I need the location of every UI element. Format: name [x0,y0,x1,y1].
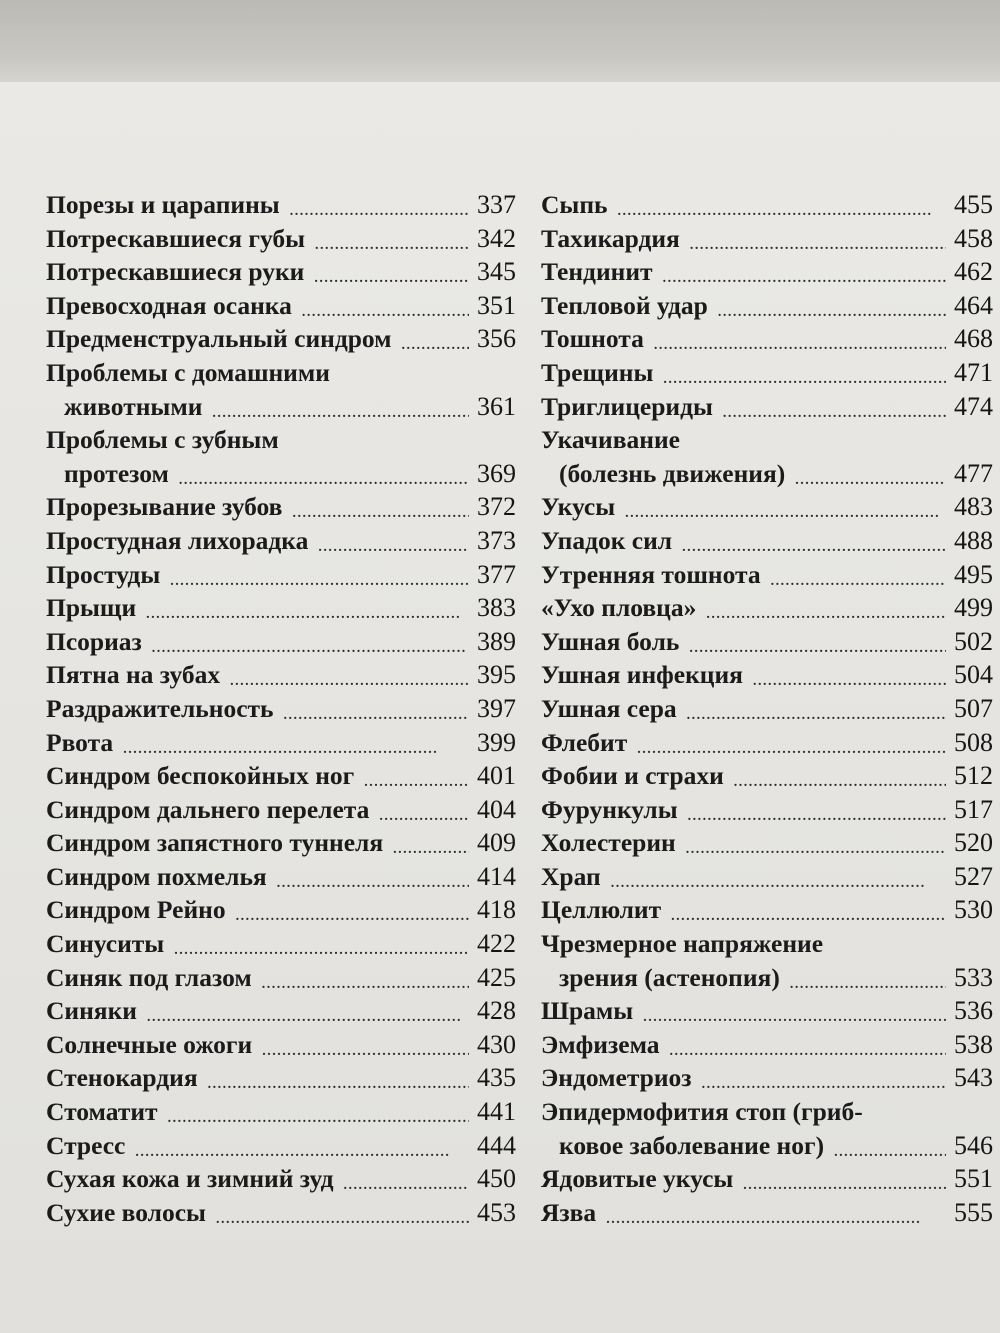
dot-leader [706,593,946,619]
dot-leader [718,291,946,317]
toc-entry-line [541,1196,993,1230]
dot-leader [344,1164,469,1190]
toc-entry-line [46,1061,516,1095]
toc-entry [46,658,516,692]
dot-leader [688,795,946,821]
toc-entry [46,826,516,860]
toc-page-number: 342 [477,223,516,253]
toc-page-number: 555 [954,1197,993,1227]
toc-entry-line [46,356,516,390]
toc-entry [46,289,516,323]
toc-page-number: 397 [477,693,516,723]
dot-leader [834,1131,946,1157]
toc-page-number: 425 [477,962,516,992]
toc-entry-title: Тендинит [541,257,653,287]
toc-page-number: 351 [477,290,516,320]
toc-entry-title: Холестерин [541,828,676,858]
dot-leader [671,895,946,921]
dot-leader [277,862,469,888]
dot-leader [790,963,946,989]
toc-page-number: 483 [954,492,993,522]
toc-entry-title: Ядовитые укусы [541,1164,734,1194]
toc-page-number: 495 [954,559,993,589]
toc-entry-line [541,591,993,625]
toc-entry-line [46,1095,516,1129]
toc-page-number: 474 [954,391,993,421]
toc-entry-line [541,1162,993,1196]
toc-page-number: 507 [954,693,993,723]
dot-leader [611,862,946,888]
dot-leader [179,459,469,485]
toc-page-number: 409 [477,828,516,858]
toc-page-number: 462 [954,257,993,287]
toc-entry-title: Тахикардия [541,223,680,253]
toc-page-number: 504 [954,660,993,690]
toc-entry-title: Флебит [541,727,628,757]
toc-page-number: 546 [954,1130,993,1160]
toc-entry [46,927,516,961]
toc-entry [46,423,516,490]
toc-entry [46,793,516,827]
toc-entry [541,423,993,490]
dot-leader [637,728,946,754]
toc-entry-title: Сухая кожа и зимний зуд [46,1164,334,1194]
toc-page-number: 414 [477,861,516,891]
dot-leader [702,1063,946,1089]
toc-entry-title: Синдром Рейно [46,895,226,925]
toc-page-number: 422 [477,929,516,959]
toc-page-number: 527 [954,861,993,891]
dot-leader [643,996,946,1022]
toc-entry [46,356,516,423]
dot-leader [723,392,946,418]
toc-entry-title: Проблемы с зубным [46,425,279,455]
toc-page-number: 471 [954,357,993,387]
toc-page-number: 499 [954,593,993,623]
toc-entry-line [46,524,516,558]
toc-entry-line [46,625,516,659]
toc-entry-title: протезом [64,458,169,488]
toc-page-number: 337 [477,190,516,219]
toc-entry [541,289,993,323]
toc-entry [541,625,993,659]
toc-entry-title: зрения (астенопия) [559,962,780,992]
toc-entry-line [541,289,993,323]
toc-entry [46,692,516,726]
toc-entry [541,591,993,625]
dot-leader [292,492,469,518]
toc-left-column [46,188,516,1229]
toc-entry [541,1061,993,1095]
toc-page-number: 551 [954,1164,993,1194]
toc-page-number: 418 [477,895,516,925]
toc-page-number: 404 [477,794,516,824]
toc-entry-line [541,457,993,491]
toc-entry-title: Предменструальный синдром [46,324,392,354]
toc-entry-title: Шрамы [541,996,634,1026]
dot-leader [690,224,946,250]
toc-entry [541,759,993,793]
toc-entry-line [46,1162,516,1196]
toc-page-number: 458 [954,223,993,253]
toc-entry-line [541,1095,993,1129]
toc-entry-title: Тепловой удар [541,290,708,320]
toc-page-number: 464 [954,290,993,320]
toc-page-number: 383 [477,593,516,623]
toc-entry-title: Солнечные ожоги [46,1029,253,1059]
toc-page-number: 477 [954,458,993,488]
toc-entry [46,558,516,592]
toc-page-number: 508 [954,727,993,757]
toc-entry-title: Сухие волосы [46,1197,206,1227]
dot-leader [743,1164,946,1190]
toc-entry-title: Эмфизема [541,1029,660,1059]
dot-leader [174,929,469,955]
toc-entry-line [541,356,993,390]
toc-entry-line [46,188,516,222]
toc-entry-line [541,558,993,592]
dot-leader [302,291,469,317]
toc-entry-line [46,457,516,491]
toc-page-number: 538 [954,1029,993,1059]
toc-entry-title: Фобии и страхи [541,761,724,791]
toc-page-number: 536 [954,996,993,1026]
toc-page-number: 543 [954,1063,993,1093]
toc-page-number: 389 [477,626,516,656]
toc-page-number: 530 [954,895,993,925]
dot-leader [123,728,469,754]
toc-entry-title: Эпидермофития стоп (гриб- [541,1097,863,1127]
toc-entry [46,1061,516,1095]
toc-entry [541,793,993,827]
toc-entry-line [46,726,516,760]
toc-page-number: 401 [477,761,516,791]
toc-entry-title: Фурункулы [541,794,678,824]
toc-entry-line [46,222,516,256]
toc-entry [541,322,993,356]
toc-entry-line [541,1028,993,1062]
toc-entry-line [541,1061,993,1095]
toc-entry [541,927,993,994]
toc-entry-title: Порезы и царапины [46,190,280,219]
dot-leader [208,1063,469,1089]
toc-entry-line [541,625,993,659]
dot-leader [290,190,469,216]
toc-entry-title: Проблемы с домашними [46,357,330,387]
toc-entry [46,625,516,659]
dot-leader [230,660,469,686]
dot-leader [687,694,946,720]
toc-entry [46,255,516,289]
toc-entry [541,390,993,424]
toc-entry [541,222,993,256]
toc-entry-title: Целлюлит [541,895,662,925]
dot-leader [734,761,946,787]
toc-entry-line [46,994,516,1028]
toc-page-number: 395 [477,660,516,690]
dot-leader [146,593,469,619]
toc-page-number: 377 [477,559,516,589]
dot-leader [689,627,946,653]
toc-entry-line [541,961,993,995]
toc-page-number: 428 [477,996,516,1026]
toc-entry-line [541,222,993,256]
toc-entry-line [46,826,516,860]
toc-entry-title: Синяк под глазом [46,962,252,992]
dot-leader [216,1198,469,1224]
dot-leader [686,828,946,854]
toc-entry [46,1095,516,1129]
toc-entry [46,759,516,793]
toc-page-number: 435 [477,1063,516,1093]
toc-entry [46,322,516,356]
toc-entry-line [541,860,993,894]
toc-entry-line [46,860,516,894]
toc-entry-line [46,390,516,424]
toc-entry-title: Ушная боль [541,626,680,656]
toc-entry-title: Синдром беспокойных ног [46,761,355,791]
toc-entry-line [541,893,993,927]
toc-entry [541,1028,993,1062]
toc-entry-line [541,524,993,558]
toc-entry-title: Простуды [46,559,161,589]
dot-leader [170,560,469,586]
toc-entry [46,994,516,1028]
toc-entry [541,893,993,927]
background-surface [0,0,1000,82]
toc-entry [541,524,993,558]
toc-entry-line [541,726,993,760]
toc-entry-title: Тошнота [541,324,644,354]
toc-page-number: 430 [477,1029,516,1059]
toc-entry [46,1162,516,1196]
toc-entry [46,1129,516,1163]
dot-leader [753,660,946,686]
dot-leader [670,1030,946,1056]
toc-entry-line [541,826,993,860]
toc-entry-line [541,423,993,457]
toc-entry-line [46,1028,516,1062]
toc-page-number: 399 [477,727,516,757]
toc-entry-line [541,255,993,289]
dot-leader [152,627,469,653]
toc-entry [541,692,993,726]
toc-entry-title: Стоматит [46,1097,158,1127]
toc-entry-title: Синдром дальнего перелета [46,794,370,824]
toc-page-number: 502 [954,626,993,656]
toc-entry-line [541,927,993,961]
toc-entry-title: Укусы [541,492,616,522]
toc-entry-line [541,759,993,793]
dot-leader [236,895,469,921]
toc-entry [541,558,993,592]
toc-entry-line [46,1129,516,1163]
dot-leader [135,1131,469,1157]
toc-entry-title: ковое заболевание ног) [559,1130,825,1160]
toc-page-number: 369 [477,458,516,488]
dot-leader [654,324,946,350]
toc-entry-title: Простудная лихорадка [46,525,309,555]
dot-leader [393,828,469,854]
toc-entry-title: Пятна на зубах [46,660,221,690]
toc-page-number: 533 [954,962,993,992]
toc-entry [541,490,993,524]
toc-entry-line [46,558,516,592]
toc-entry-title: животными [64,391,203,421]
toc-entry [541,726,993,760]
toc-page-number: 512 [954,761,993,791]
dot-leader [262,1030,469,1056]
toc-entry-title: Стенокардия [46,1063,198,1093]
toc-entry-title: Превосходная осанка [46,290,292,320]
toc-entry-title: Язва [541,1197,597,1227]
dot-leader [318,526,469,552]
toc-entry-line [46,490,516,524]
dot-leader [284,694,469,720]
toc-page-number: 361 [477,391,516,421]
toc-entry-line [541,658,993,692]
toc-entry-title: Раздражительность [46,693,274,723]
toc-entry-title: Потрескавшиеся руки [46,257,305,287]
toc-entry-line [46,322,516,356]
dot-leader [379,795,469,821]
toc-entry-title: Синяки [46,996,137,1026]
toc-entry [46,726,516,760]
toc-entry-title: Синуситы [46,929,165,959]
toc-page-number: 356 [477,324,516,354]
toc-page-number: 453 [477,1197,516,1227]
toc-entry-title: Эндометриоз [541,1063,692,1093]
toc-entry-line [541,322,993,356]
dot-leader [402,324,469,350]
toc-entry-title: Рвота [46,727,114,757]
toc-entry-line [46,289,516,323]
toc-entry-title: Синдром похмелья [46,861,267,891]
dot-leader [262,963,469,989]
toc-entry-title: Стресс [46,1130,126,1160]
toc-entry [541,994,993,1028]
toc-entry [46,1028,516,1062]
toc-entry [46,591,516,625]
toc-entry-line [46,961,516,995]
toc-entry [46,893,516,927]
toc-entry [541,356,993,390]
toc-entry-title: Утренняя тошнота [541,559,761,589]
toc-entry-line [541,692,993,726]
toc-entry-title: Триглицериды [541,391,713,421]
toc-page-number: 488 [954,525,993,555]
toc-entry [541,658,993,692]
dot-leader [663,358,946,384]
dot-leader [212,392,469,418]
toc-entry-line [46,793,516,827]
toc-entry [541,860,993,894]
dot-leader [168,1097,469,1123]
toc-page-number: 520 [954,828,993,858]
dot-leader [314,257,469,283]
toc-entry-line [46,927,516,961]
toc-entry-line [46,1196,516,1230]
toc-entry-title: Чрезмерное напряжение [541,929,824,959]
toc-entry-line [46,692,516,726]
toc-page-number: 450 [477,1164,516,1194]
toc-entry-line [46,759,516,793]
toc-entry-title: Сыпь [541,190,608,219]
toc-page-number: 444 [477,1130,516,1160]
toc-entry [541,826,993,860]
toc-entry [46,1196,516,1230]
toc-entry-line [541,1129,993,1163]
toc-entry-line [46,255,516,289]
toc-entry-line [541,490,993,524]
dot-leader [364,761,469,787]
toc-page-number: 468 [954,324,993,354]
toc-entry-title: Ушная сера [541,693,677,723]
toc-right-column [541,188,993,1229]
toc-entry [46,961,516,995]
toc-entry-line [541,994,993,1028]
toc-entry-title: Трещины [541,357,654,387]
toc-entry-title: Упадок сил [541,525,673,555]
toc-entry-line [541,793,993,827]
dot-leader [795,459,946,485]
dot-leader [606,1198,946,1224]
toc-entry-title: Синдром запястного туннеля [46,828,384,858]
toc-page-number: 455 [954,190,993,219]
toc-page-number: 373 [477,525,516,555]
toc-entry-title: Прыщи [46,593,137,623]
toc-entry [541,188,993,222]
toc-page-number: 345 [477,257,516,287]
toc-entry [541,1095,993,1162]
toc-entry [46,222,516,256]
toc-entry-title: Ушная инфекция [541,660,743,690]
toc-entry-line [46,658,516,692]
toc-entry-title: «Ухо пловца» [541,593,697,623]
dot-leader [625,492,946,518]
toc-entry [46,188,516,222]
toc-entry [46,860,516,894]
toc-entry [541,1162,993,1196]
dot-leader [618,190,946,216]
dot-leader [147,996,469,1022]
toc-entry-line [541,390,993,424]
toc-entry-line [46,423,516,457]
dot-leader [663,257,946,283]
toc-entry-title: Укачивание [541,425,680,455]
dot-leader [315,224,469,250]
toc-entry-title: Прорезывание зубов [46,492,283,522]
toc-entry [46,524,516,558]
toc-entry-line [541,188,993,222]
toc-entry [541,1196,993,1230]
toc-entry-line [46,591,516,625]
toc-page-number: 517 [954,794,993,824]
toc-entry-title: Псориаз [46,626,142,656]
toc-page-number: 441 [477,1097,516,1127]
toc-page-number: 372 [477,492,516,522]
toc-entry [541,255,993,289]
toc-entry [46,490,516,524]
toc-entry-title: (болезнь движения) [559,458,786,488]
toc-entry-line [46,893,516,927]
toc-entry-title: Храп [541,861,601,891]
toc-entry-title: Потрескавшиеся губы [46,223,306,253]
dot-leader [682,526,946,552]
dot-leader [771,560,946,586]
